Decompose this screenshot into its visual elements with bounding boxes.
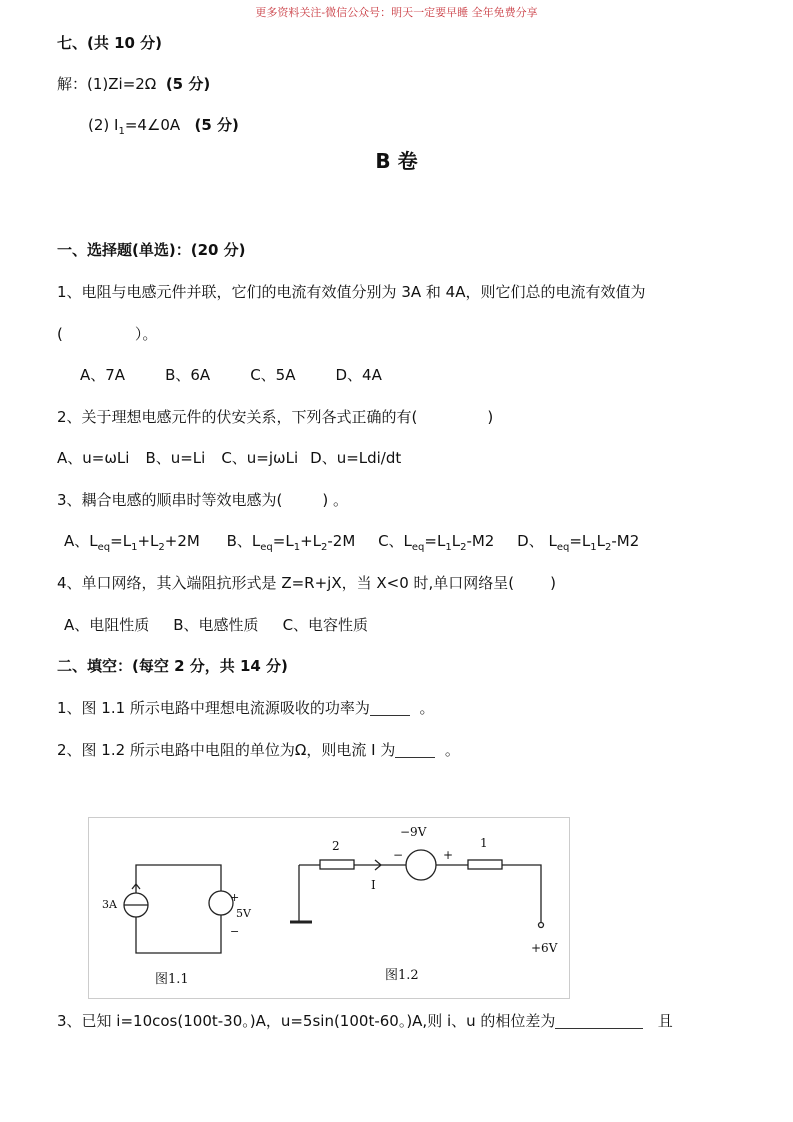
resistor-2 bbox=[320, 860, 354, 869]
answer-1 bbox=[57, 74, 210, 94]
part-1-title: 一、选择题(单选)：(20 分) bbox=[57, 241, 246, 259]
fig1-current-label: 3A bbox=[102, 898, 117, 911]
fig1-plus: + bbox=[230, 891, 240, 904]
option-c: C、$L_{eq}=L_1L_2-M2$ bbox=[378, 532, 495, 553]
answer-blank[interactable] bbox=[395, 743, 435, 758]
q4-options bbox=[64, 615, 368, 635]
option: B、6A bbox=[165, 366, 211, 384]
fill-q3-text: 3、已知 i=10cos(100t-30。)A，u=5sin(100t-60。)A,则 i、u 的相位差为 bbox=[57, 1012, 556, 1030]
option: C、u=jωLi bbox=[221, 449, 299, 467]
figure-1-2 bbox=[290, 850, 544, 928]
q1-text: 1、电阻与电感元件并联，它们的电流有效值分别为 3A 和 4A，则它们总的电流有效值为 bbox=[57, 283, 646, 301]
answer-2 bbox=[88, 115, 239, 135]
answer-2-sub: 1 bbox=[118, 126, 125, 137]
fill-q1-text: 1、图 1.1 所示电路中理想电流源吸收的功率为 bbox=[57, 699, 370, 717]
q3-text bbox=[57, 490, 348, 510]
period: 。 bbox=[444, 741, 460, 759]
option: A、u=ωLi bbox=[57, 449, 130, 467]
answer-blank[interactable] bbox=[370, 701, 410, 716]
section-7-title: 七、(共 10 分) bbox=[57, 34, 163, 52]
fill-q2 bbox=[57, 740, 460, 760]
fig2-current-label: I bbox=[371, 878, 376, 892]
paren-close: ) bbox=[550, 574, 556, 592]
resistor-1 bbox=[468, 860, 502, 869]
fill-q3 bbox=[57, 1011, 673, 1031]
figure-1-1 bbox=[124, 865, 233, 953]
q4-question: 4、单口网络，其入端阻抗形式是 Z=R+jX，当 X<0 时,单口网络呈( bbox=[57, 574, 515, 592]
option: C、电容性质 bbox=[282, 616, 369, 634]
watermark-header: 更多资料关注-微信公众号：明天一定要早睡 全年免费分享 bbox=[255, 6, 538, 19]
q1-options bbox=[80, 365, 382, 385]
fig2-r2-label: 1 bbox=[480, 836, 488, 850]
fill-q1 bbox=[57, 698, 435, 718]
q3-options bbox=[64, 531, 639, 551]
answer-1-text: 解：(1)Zi=2Ω bbox=[57, 75, 157, 93]
fill-q2-text: 2、图 1.2 所示电路中电阻的单位为Ω，则电流 I 为 bbox=[57, 741, 396, 759]
fig2-minus: − bbox=[393, 848, 404, 862]
voltage-source-icon bbox=[406, 850, 436, 880]
part-2-title: 二、填空：(每空 2 分，共 14 分) bbox=[57, 657, 288, 675]
option: D、u=Ldi/dt bbox=[310, 449, 402, 467]
answer-1-score: (5 分) bbox=[165, 75, 211, 93]
option-b: B、$L_{eq}=L_1+L_2-2M$ bbox=[226, 532, 356, 553]
option: C、5A bbox=[250, 366, 296, 384]
fig2-caption: 图1.2 bbox=[385, 968, 419, 983]
fig2-vsource-label: −9V bbox=[400, 825, 427, 839]
option: B、u=Li bbox=[145, 449, 206, 467]
fig2-plus: + bbox=[443, 848, 454, 862]
paren-close: ）。 bbox=[134, 325, 158, 343]
circuit-figures bbox=[88, 817, 570, 999]
q1-paren bbox=[57, 324, 157, 344]
fig2-terminal-label: +6V bbox=[531, 941, 558, 955]
answer-2-score: (5 分) bbox=[194, 116, 239, 134]
answer-blank[interactable] bbox=[555, 1014, 643, 1029]
q2-question: 2、关于理想电感元件的伏安关系，下列各式正确的有( bbox=[57, 408, 418, 426]
option: B、电感性质 bbox=[173, 616, 259, 634]
fig1-caption: 图1.1 bbox=[155, 972, 189, 987]
option-d: D、 $L_{eq}=L_1L_2-M2$ bbox=[517, 532, 640, 553]
fig1-minus: − bbox=[230, 925, 240, 938]
q2-text bbox=[57, 407, 493, 427]
q4-text bbox=[57, 573, 556, 593]
q2-options bbox=[57, 448, 401, 468]
continuation: 且 bbox=[657, 1012, 673, 1030]
answer-2-pre: (2) I bbox=[88, 116, 119, 134]
paren-close: ) bbox=[487, 408, 494, 426]
period: 。 bbox=[419, 699, 435, 717]
answer-2-post: =4∠0A bbox=[124, 116, 181, 134]
volume-title: B 卷 bbox=[375, 149, 418, 173]
option: D、4A bbox=[335, 366, 382, 384]
fig2-r1-label: 2 bbox=[332, 839, 340, 853]
option-a: A、$L_{eq}=L_1+L_2+2M$ bbox=[64, 532, 200, 553]
option: A、7A bbox=[80, 366, 126, 384]
fig1-voltage-label: 5V bbox=[236, 907, 251, 920]
paren-open: ( bbox=[57, 325, 63, 343]
paren-close: ) 。 bbox=[322, 491, 349, 509]
terminal-icon bbox=[539, 923, 544, 928]
option: A、电阻性质 bbox=[64, 616, 150, 634]
q3-question: 3、耦合电感的顺串时等效电感为( bbox=[57, 491, 283, 509]
